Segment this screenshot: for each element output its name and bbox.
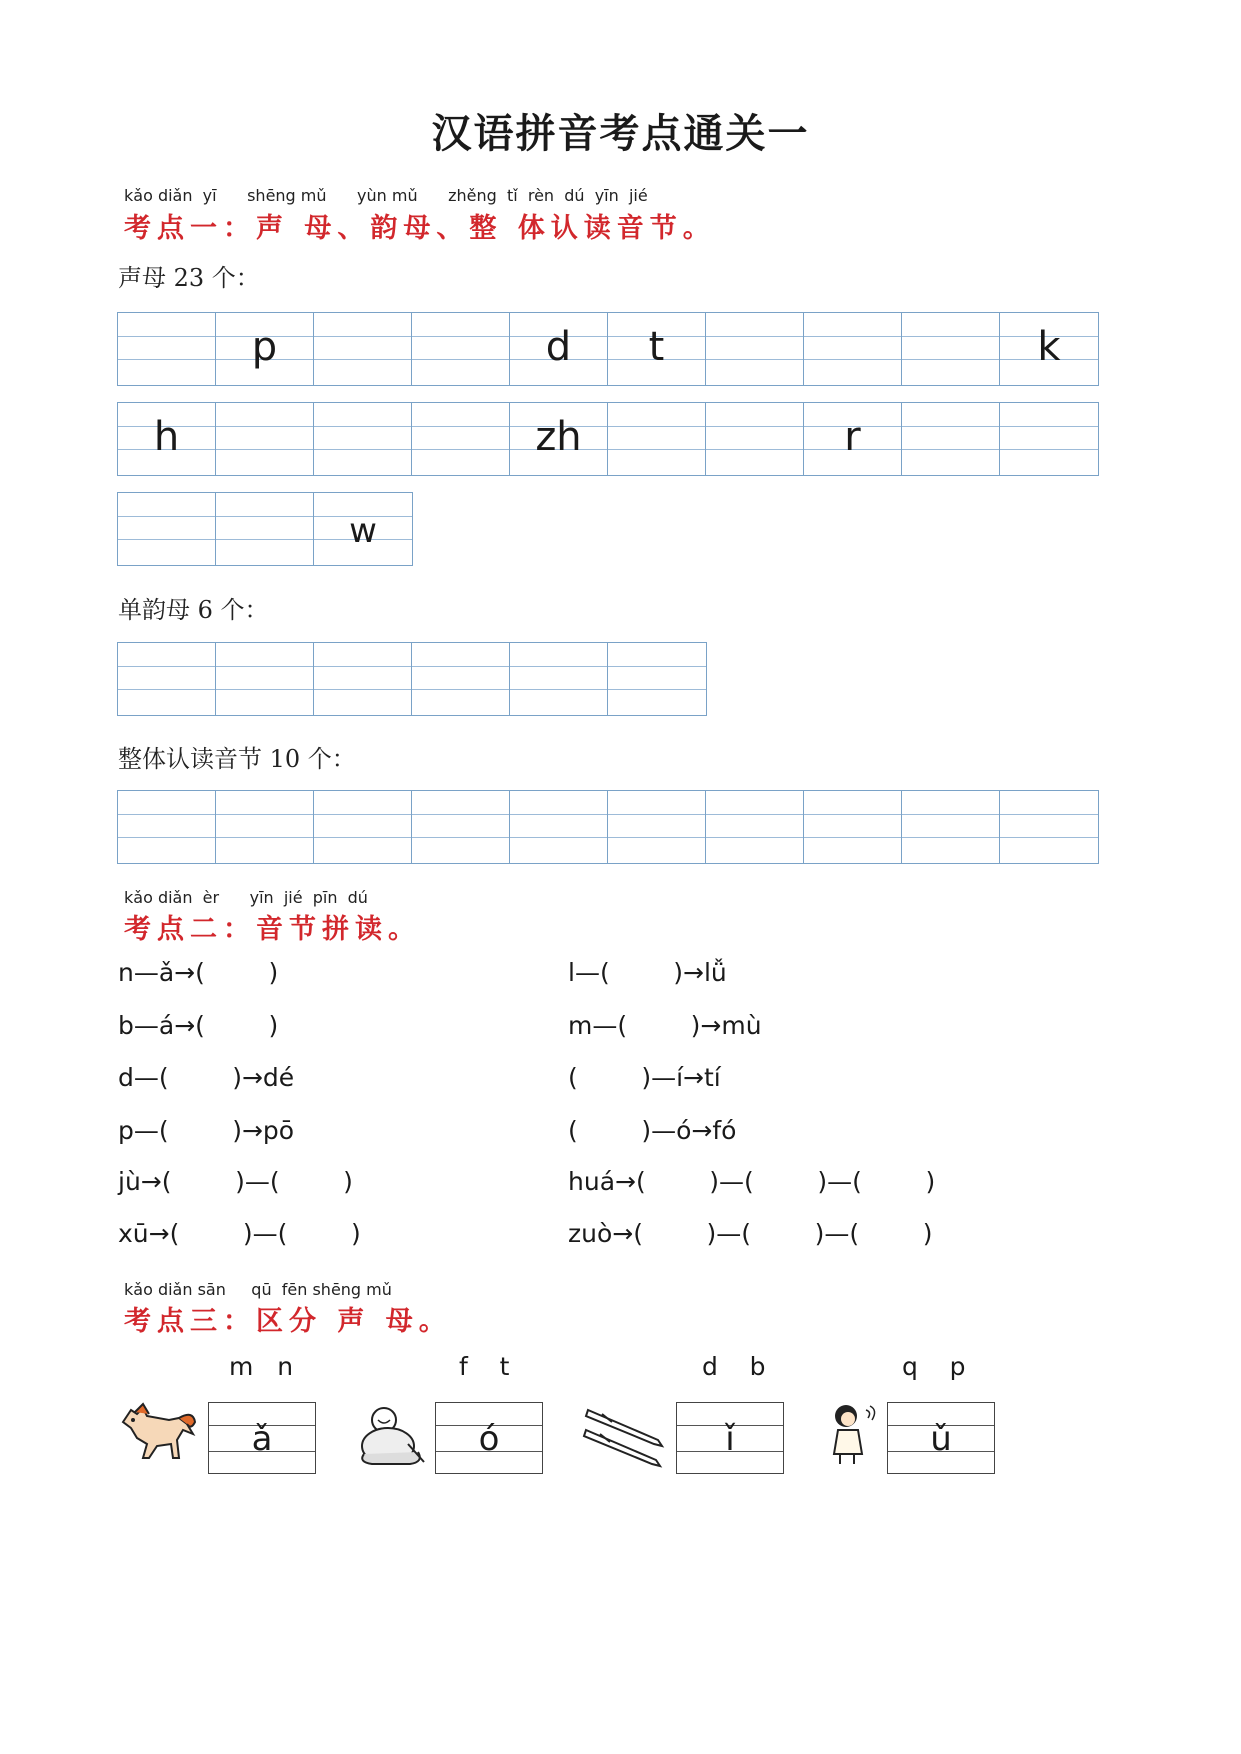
grid-cell[interactable]: w [314,493,412,565]
section1-heading: 考点一：声 母、韵母、整 体认读音节。 [124,213,716,244]
girl-icon [824,1400,880,1470]
pair-options-3: d b [702,1352,766,1381]
grid-cell[interactable] [216,791,314,863]
grid-cell[interactable] [412,791,510,863]
zhengti-label: 整体认读音节 10 个： [118,745,356,773]
section2-pinyin: kǎo diǎn èr yīn jié pīn dú [124,888,368,907]
shengmu-label: 声母 23 个： [118,264,260,292]
grid-cell[interactable] [314,643,412,715]
grid-cell[interactable] [1000,791,1098,863]
grid-cell[interactable]: r [804,403,902,475]
exercise-left-6: xū→( )—( ) [118,1219,361,1248]
section3-pinyin: kǎo diǎn sān qū fēn shēng mǔ [124,1280,392,1299]
pair-options-2: f t [459,1352,510,1381]
answer-box-4[interactable]: ǔ [887,1402,995,1474]
pens-icon [582,1400,666,1470]
grid-cell[interactable] [314,313,412,385]
grid-cell[interactable] [412,403,510,475]
section1-pinyin: kǎo diǎn yī shēng mǔ yùn mǔ zhěng tǐ rèn dú yīn jié [124,186,648,205]
grid-cell[interactable] [706,791,804,863]
grid-cell[interactable] [118,791,216,863]
grid-cell[interactable] [216,403,314,475]
grid-cell[interactable]: t [608,313,706,385]
grid-cell[interactable] [216,643,314,715]
grid-cell[interactable] [412,643,510,715]
exercise-left-2: b—á→( ) [118,1011,279,1040]
grid-cell[interactable] [902,791,1000,863]
horse-icon [113,1400,197,1470]
grid-cell[interactable] [412,313,510,385]
grid-cell[interactable] [510,643,608,715]
grid-cell[interactable] [314,791,412,863]
zhengti-row [117,790,1099,864]
pair-options-4: q p [902,1352,966,1381]
exercise-right-3: ( )—í→tí [568,1063,721,1092]
grid-cell[interactable] [902,403,1000,475]
exercise-left-1: n—ǎ→( ) [118,958,279,987]
section3-heading: 考点三：区分 声 母。 [124,1306,452,1337]
section2-heading: 考点二：音节拼读。 [124,914,421,945]
pair-options-1: m n [229,1352,294,1381]
grid-cell[interactable] [118,643,216,715]
grid-cell[interactable] [1000,403,1098,475]
grid-cell[interactable] [608,791,706,863]
exercise-right-6: zuò→( )—( )—( ) [568,1219,933,1248]
grid-cell[interactable] [706,313,804,385]
grid-cell[interactable] [902,313,1000,385]
exercise-right-1: l—( )→lǚ [568,958,727,987]
shengmu-row-3 [117,492,413,566]
exercise-left-3: d—( )→dé [118,1063,295,1092]
grid-cell[interactable] [216,493,314,565]
grid-cell[interactable] [314,403,412,475]
grid-cell[interactable] [608,403,706,475]
grid-cell[interactable] [118,313,216,385]
grid-cell[interactable] [118,493,216,565]
exercise-right-2: m—( )→mù [568,1011,762,1040]
yunmu-label: 单韵母 6 个： [118,596,269,624]
exercise-left-5: jù→( )—( ) [118,1167,353,1196]
shengmu-row-2 [117,402,1099,476]
yunmu-row [117,642,707,716]
grid-cell[interactable] [804,791,902,863]
grid-cell[interactable] [608,643,706,715]
grid-cell[interactable] [706,403,804,475]
grid-cell[interactable]: h [118,403,216,475]
answer-box-1[interactable]: ǎ [208,1402,316,1474]
grid-cell[interactable] [804,313,902,385]
exercise-right-4: ( )—ó→fó [568,1116,737,1145]
grid-cell[interactable]: p [216,313,314,385]
grid-cell[interactable]: zh [510,403,608,475]
shengmu-row-1 [117,312,1099,386]
exercise-left-4: p—( )→pō [118,1116,295,1145]
buddha-icon [354,1404,428,1468]
grid-cell[interactable]: k [1000,313,1098,385]
grid-cell[interactable] [510,791,608,863]
exercise-right-5: huá→( )—( )—( ) [568,1167,936,1196]
page-title: 汉语拼音考点通关一 [431,110,810,157]
answer-box-2[interactable]: ó [435,1402,543,1474]
grid-cell[interactable]: d [510,313,608,385]
answer-box-3[interactable]: ǐ [676,1402,784,1474]
